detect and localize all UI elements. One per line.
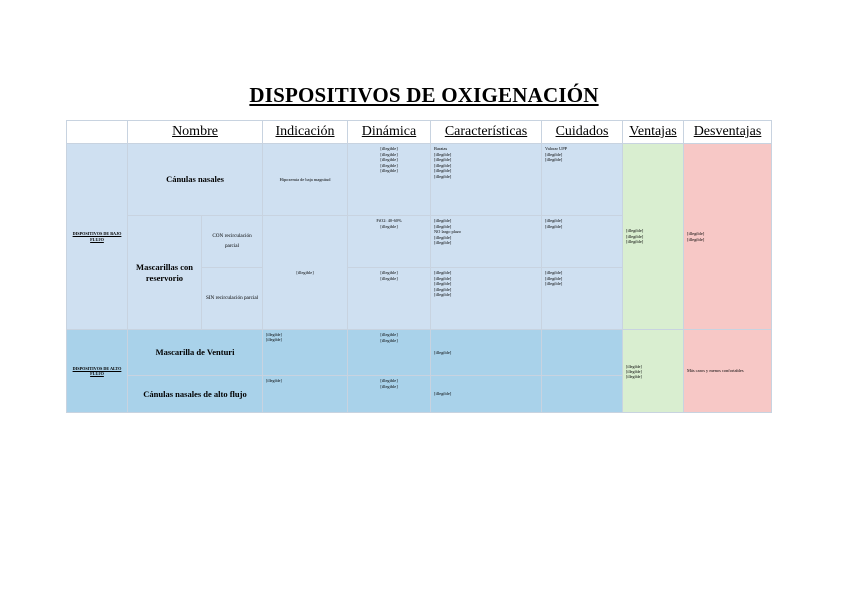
caracteristicas-venturi: [illegible]: [431, 330, 542, 376]
group-label-bajo-flujo: DISPOSITIVOS DE BAJO FLUJO: [67, 144, 128, 330]
cuidados-canulas-alto-flujo: [542, 376, 623, 413]
cuidados-venturi: [542, 330, 623, 376]
indicacion-mascarillas: [illegible]: [263, 216, 348, 330]
desventajas-bajo-flujo: [illegible] [illegible]: [684, 144, 772, 330]
dinamica-canulas: [illegible] [illegible] [illegible] [illegible] [illegible]: [348, 144, 431, 216]
cuidados-con-recirculacion: [illegible] [illegible]: [542, 216, 623, 268]
device-name-mascarillas: Mascarillas con reservorio: [128, 216, 202, 330]
header-dinamica: Dinámica: [348, 121, 431, 144]
group-label-alto-flujo: DISPOSITIVOS DE ALTO FLUJO: [67, 330, 128, 413]
oxygen-devices-table: [66, 120, 772, 413]
header-caracteristicas: Características: [431, 121, 542, 144]
indicacion-canulas: Hipoxemia de baja magnitud: [263, 144, 348, 216]
row-canulas-nasales: [67, 144, 772, 216]
sublabel-sin-recirculacion: SIN recirculación parcial: [202, 268, 263, 330]
header-cuidados: Cuidados: [542, 121, 623, 144]
device-name-venturi: Mascarilla de Venturi: [128, 330, 263, 376]
dinamica-canulas-alto-flujo: [illegible] [illegible]: [348, 376, 431, 413]
header-empty: [67, 121, 128, 144]
header-desventajas: Desventajas: [684, 121, 772, 144]
caracteristicas-con-recirculacion: [illegible] [illegible] NO largo plazo [illegible] [illegible]: [431, 216, 542, 268]
document-title: DISPOSITIVOS DE OXIGENACIÓN: [249, 83, 599, 107]
row-mascarilla-venturi: [67, 330, 772, 376]
dinamica-con-recirculacion: FiO2: 40-60% [illegible]: [348, 216, 431, 268]
device-name-canulas-alto-flujo: Cánulas nasales de alto flujo: [128, 376, 263, 413]
device-name-canulas: Cánulas nasales: [128, 144, 263, 216]
caracteristicas-canulas-alto-flujo: [illegible]: [431, 376, 542, 413]
caracteristicas-sin-recirculacion: [illegible] [illegible] [illegible] [illegible] [illegible]: [431, 268, 542, 330]
desventajas-alto-flujo: Más caros y menos confortables: [684, 330, 772, 413]
dinamica-sin-recirculacion: [illegible] [illegible]: [348, 268, 431, 330]
indicacion-canulas-alto-flujo: [illegible]: [263, 376, 348, 413]
header-nombre: Nombre: [128, 121, 263, 144]
sublabel-con-recirculacion: CON recirculación parcial: [202, 216, 263, 268]
ventajas-bajo-flujo: [illegible] [illegible] [illegible]: [623, 144, 684, 330]
caracteristicas-canulas: Baratas [illegible] [illegible] [illegible] [illegible] [illegible]: [431, 144, 542, 216]
dinamica-venturi: [illegible] [illegible]: [348, 330, 431, 376]
indicacion-venturi: [illegible] [illegible]: [263, 330, 348, 376]
cuidados-canulas: Valorar UPP [illegible] [illegible]: [542, 144, 623, 216]
cuidados-sin-recirculacion: [illegible] [illegible] [illegible]: [542, 268, 623, 330]
header-indicacion: Indicación: [263, 121, 348, 144]
header-row: [67, 121, 772, 144]
ventajas-alto-flujo: [illegible] [illegible] [illegible]: [623, 330, 684, 413]
header-ventajas: Ventajas: [623, 121, 684, 144]
